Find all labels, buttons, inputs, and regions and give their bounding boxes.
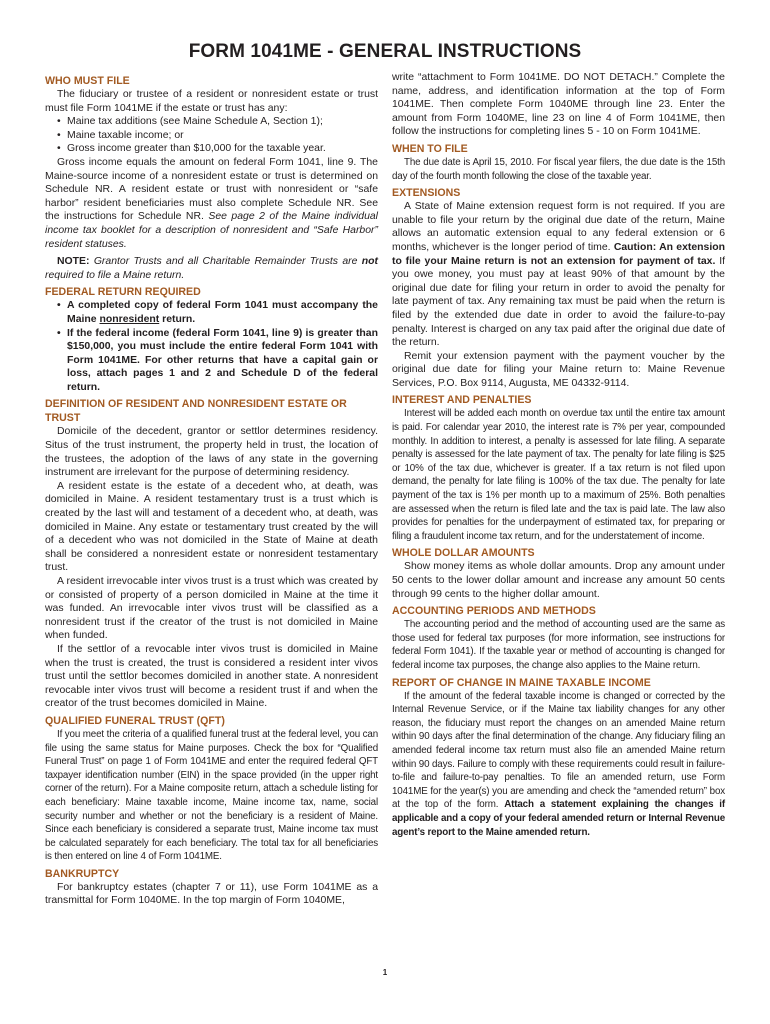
accounting-text: The accounting period and the method of accounting used are the same as those used for federal tax purposes (for more information, see instructions for federal Form 1041). If the taxable year or method of accounting is changed for federal income tax purposes, the change also applies to the Maine return. [392,619,725,671]
who-must-file-list [45,115,378,156]
whole-dollar-text: Show money items as whole dollar amounts. Drop any amount under 50 cents to the lower dollar amount and increase any amount 50 cents through 99 cents to the higher dollar amount. [392,561,725,600]
definition-paragraph: A resident irrevocable inter vivos trust is a trust which was created by or consisted of property of a person domiciled in Maine at the time it was funded. An irrevocable inter vivos trust will be classified as a nonresident trust if the creator of the trust is not domiciled in Maine when funded. [45,576,378,642]
extensions-paragraph: Remit your extension payment with the payment voucher by the original due date for filing your Maine return to: Maine Revenue Services, P.O. Box 9114, Augusta, ME 04332-9114. [392,350,725,389]
list-item: • Maine taxable income; or [57,129,184,141]
bankruptcy-heading: BANKRUPTCY [45,867,120,880]
report-change-heading: REPORT OF CHANGE IN MAINE TAXABLE INCOME [392,676,651,689]
bankruptcy-text: For bankruptcy estates (chapter 7 or 11), use Form 1041ME as a transmittal for Form 1040ME. In the top margin of Form 1040ME, [45,881,378,907]
list-item: • Gross income greater than $10,000 for the taxable year. [57,143,326,155]
list-item: • Maine tax additions (see Maine Schedule A, Section 1); [57,116,323,128]
bullet-icon: • [57,116,61,128]
list-item: • If the federal income (federal Form 1041, line 9) is greater than $150,000, you must include the entire federal Form 1041 with Form 1041ME. For other returns that have a capital gain or loss, attach pages 1 and 2 and Schedule D of the federal return. [57,327,378,393]
definition-paragraph: If the settlor of a revocable inter vivos trust is domiciled in Maine when the trust is created, the trust is considered a resident inter vivos trust until the settlor becomes domiciled in another state. A nonresident revocable inter vivos trust will become a resident trust if and when the creator of the trust becomes domiciled in Maine. [45,643,378,710]
right-column [392,71,725,839]
interest-text: Interest will be added each month on overdue tax until the entire tax amount is paid. For calendar year 2010, the interest rate is 7% per year, compounded monthly. In addition to interest, a penalty is assessed for late filing. A separate penalty is assessed for the late payment of tax. The penalty for late filing is $25 or 10% of the tax due, whichever is greater. If a tax return is not filed upon demand, the penalty for late filing is 100% of the tax due. The penalty for late payment of the tax is 1% per month up to a maximum of 25%. Both penalties are assessed when the return is filed late and the tax is paid late. The law also provides for penalties for the underpayment of estimated tax, for preparing or filing a fraudulent income tax return, and for the understatement of income. [392,408,725,542]
gross-income-text: Gross income equals the amount on federal Form 1041, line 9. The Maine-source income of a nonresident estate or trust is determined on Schedule NR. A resident estate or trust with nonresident or “safe harbor” resident beneficiaries must also complete Schedule NR. See the instructions for Schedule NR. See page 2 of the Maine individual income tax booklet for a description of nonresident and “Safe Harbor” resident statuses. [45,156,378,250]
when-to-file-heading: WHEN TO FILE [392,142,468,155]
whole-dollar-heading: WHOLE DOLLAR AMOUNTS [392,547,535,560]
qft-text: If you meet the criteria of a qualified funeral trust at the federal level, you can file using the same status for Maine purposes. Check the box for “Qualified Funeral Trust” on page 1 of Form 1041ME and enter the required federal QFT taxpayer identification number (EIN) in the space provided (in the upper right corner of the return). For a Maine composite return, attach a schedule listing for each beneficiary: Maine taxable income, Maine income tax, name, social security number and whether or not the beneficiary is a resident of Maine. Since each beneficiary is considered a separate trust, Maine income tax must be calculated separately for each beneficiary. The total tax for all beneficiaries is then entered on line 4 of Form 1041ME. [45,728,378,863]
note-text: NOTE: Grantor Trusts and all Charitable Remainder Trusts are not required to file a Maine return. [45,256,378,281]
bankruptcy-text-continued: write “attachment to Form 1041ME. DO NOT DETACH.” Complete the name, address, and identification information at the top of Form 1041ME. Then complete Form 1040ME through line 23. Enter the amount from Form 1040ME, line 23 on line 4 of Form 1041ME, then follow the instructions for completing lines 5 - 10 on Form 1041ME. [392,72,725,138]
left-column [45,71,378,908]
bullet-icon: • [57,300,61,312]
definition-paragraph: Domicile of the decedent, grantor or settlor determines residency. Situs of the trust instrument, the property held in trust, the location of the trustees, the adoption of the laws of any state in the governing instrument are irrelevant for the purpose of determining residency. [45,426,378,479]
qft-heading: QUALIFIED FUNERAL TRUST (QFT) [45,714,225,727]
bullet-icon: • [57,129,61,141]
who-must-file-intro: The fiduciary or trustee of a resident or nonresident estate or trust must file Form 1041ME if the estate or trust has any: [45,89,378,114]
who-must-file-heading: WHO MUST FILE [45,75,130,87]
federal-return-heading: FEDERAL RETURN REQUIRED [45,286,201,299]
bullet-icon: • [57,327,61,339]
when-to-file-text: The due date is April 15, 2010. For fiscal year filers, the due date is the 15th day of the fourth month following the close of the taxable year. [392,156,725,182]
extensions-heading: EXTENSIONS [392,187,461,200]
definition-heading: DEFINITION OF RESIDENT AND NONRESIDENT ESTATE OR TRUST [45,398,347,425]
report-change-text: If the amount of the federal taxable income is changed or corrected by the Internal Revenue Service, or if the Maine tax liability changes for any other reason, the fiduciary must report the changes on an amended Maine return within 90 days after the final determination of the change. Any fiduciary filing an amended federal income tax return must also file an amended Maine return within 90 days. Failure to comply with these requirements could result in failure-to-file and failure-to-pay penalties. To file an amended return, use Form 1041ME for the year(s) you are amending and check the “amended return” box at the top of the form. Attach a statement explaining the changes if applicable and a copy of your federal amended return or Internal Revenue agent’s report to the Maine amended return. [392,690,725,838]
interest-heading: INTEREST AND PENALTIES [392,394,532,407]
definition-paragraph: A resident estate is the estate of a decedent who, at death, was domiciled in Maine. A resident testamentary trust is a trust which is created by the last will and testament of a decedent who, at death, was domiciled in Maine. Any estate or testamentary trust created by the will of a decedent who was not domiciled in the State of Maine at death shall be considered a nonresident estate or nonresident testamentary trust. [45,480,378,574]
federal-return-list [45,299,378,394]
bullet-icon: • [57,143,61,155]
list-item: • A completed copy of federal Form 1041 must accompany the Maine nonresident return. [57,300,378,325]
extensions-paragraph: A State of Maine extension request form is not required. If you are unable to file your return by the original due date of the return, Maine allows an automatic extension equal to any federal extension or 6 months, whichever is the longer period of time. Caution: An extension to file your Maine return is not an extension for payment of tax. If you owe money, you must pay at least 90% of that amount by the original due date for filing your return in order to avoid the penalty for late payment of tax. Any remaining tax must be paid when the return is filed by the extended due date in order to avoid the failure-to-pay penalty. Interest is charged on any tax paid after the original due date of the return. [392,201,726,349]
accounting-heading: ACCOUNTING PERIODS AND METHODS [392,605,596,618]
page-number: 1 [382,968,388,977]
page-title: FORM 1041ME - GENERAL INSTRUCTIONS [188,41,582,62]
